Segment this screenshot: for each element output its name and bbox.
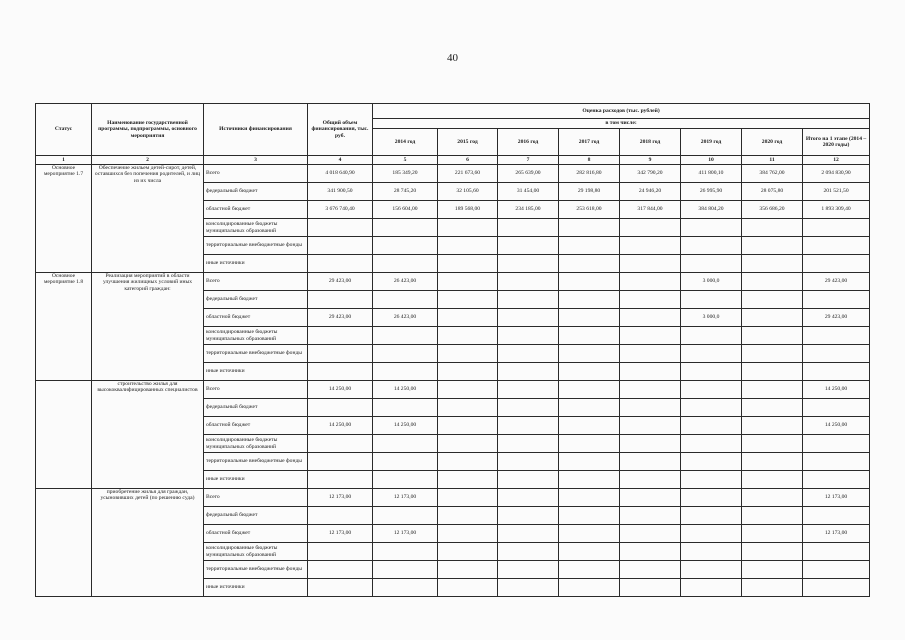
column-number: 10 bbox=[681, 156, 742, 165]
year-value-cell bbox=[742, 525, 803, 543]
year-value-cell bbox=[559, 345, 620, 363]
year-value-cell bbox=[438, 489, 498, 507]
total-value-cell bbox=[308, 291, 373, 309]
table-header bbox=[36, 104, 870, 156]
year-value-cell: 234 185,00 bbox=[498, 201, 559, 219]
stage-total-cell: 2 094 830,90 bbox=[803, 165, 870, 183]
year-value-cell: 189 568,00 bbox=[438, 201, 498, 219]
year-value-cell bbox=[620, 237, 681, 255]
year-value-cell: 156 604,00 bbox=[373, 201, 438, 219]
stage-total-cell: 29 423,00 bbox=[803, 273, 870, 291]
year-value-cell bbox=[438, 291, 498, 309]
year-value-cell bbox=[498, 291, 559, 309]
funding-source-cell: областной бюджет bbox=[204, 417, 308, 435]
year-value-cell: 282 816,80 bbox=[559, 165, 620, 183]
funding-source-cell: Всего bbox=[204, 273, 308, 291]
total-value-cell bbox=[308, 471, 373, 489]
year-value-cell bbox=[373, 255, 438, 273]
column-number: 12 bbox=[803, 156, 870, 165]
year-value-cell bbox=[620, 561, 681, 579]
year-value-cell bbox=[559, 561, 620, 579]
stage-total-cell bbox=[803, 507, 870, 525]
year-value-cell bbox=[559, 525, 620, 543]
year-value-cell: 384 804,20 bbox=[681, 201, 742, 219]
status-cell bbox=[36, 381, 92, 489]
year-value-cell bbox=[438, 399, 498, 417]
year-value-cell bbox=[498, 453, 559, 471]
stage-total-cell: 29 423,00 bbox=[803, 309, 870, 327]
year-value-cell bbox=[498, 417, 559, 435]
funding-source-cell: федеральный бюджет bbox=[204, 507, 308, 525]
funding-source-cell: федеральный бюджет bbox=[204, 399, 308, 417]
year-value-cell: 32 105,60 bbox=[438, 183, 498, 201]
header-year-2014: 2014 год bbox=[373, 129, 438, 156]
funding-source-cell: иные источники bbox=[204, 579, 308, 597]
total-value-cell bbox=[308, 399, 373, 417]
year-value-cell: 317 844,00 bbox=[620, 201, 681, 219]
year-value-cell bbox=[681, 291, 742, 309]
stage-total-cell: 14 250,00 bbox=[803, 381, 870, 399]
total-value-cell bbox=[308, 363, 373, 381]
year-value-cell bbox=[498, 237, 559, 255]
program-name-cell: Обеспечение жильем детей-сирот, детей, оставшихся без попечения родителей, и лиц из их числа bbox=[92, 165, 204, 273]
year-value-cell bbox=[498, 507, 559, 525]
year-value-cell bbox=[742, 489, 803, 507]
year-value-cell: 265 639,00 bbox=[498, 165, 559, 183]
stage-total-cell: 12 173,00 bbox=[803, 489, 870, 507]
table-row bbox=[36, 273, 870, 291]
year-value-cell bbox=[498, 543, 559, 561]
total-value-cell bbox=[308, 543, 373, 561]
funding-source-cell: Всего bbox=[204, 489, 308, 507]
year-value-cell bbox=[620, 417, 681, 435]
year-value-cell bbox=[438, 219, 498, 237]
year-value-cell bbox=[620, 489, 681, 507]
year-value-cell bbox=[559, 543, 620, 561]
stage-total-cell bbox=[803, 399, 870, 417]
column-number: 8 bbox=[559, 156, 620, 165]
year-value-cell bbox=[742, 435, 803, 453]
funding-source-cell: территориальные внебюджетные фонды bbox=[204, 237, 308, 255]
year-value-cell bbox=[559, 399, 620, 417]
table-row bbox=[36, 489, 870, 507]
funding-source-cell: консолидированные бюджеты муниципальных образований bbox=[204, 219, 308, 237]
year-value-cell: 3 000,0 bbox=[681, 309, 742, 327]
header-status: Статус bbox=[36, 104, 92, 156]
year-value-cell bbox=[373, 327, 438, 345]
year-value-cell bbox=[559, 435, 620, 453]
stage-total-cell bbox=[803, 345, 870, 363]
column-number: 3 bbox=[204, 156, 308, 165]
year-value-cell bbox=[498, 219, 559, 237]
year-value-cell bbox=[620, 273, 681, 291]
total-value-cell: 14 250,00 bbox=[308, 417, 373, 435]
year-value-cell bbox=[620, 525, 681, 543]
status-cell bbox=[36, 489, 92, 597]
stage-total-cell bbox=[803, 363, 870, 381]
stage-total-cell bbox=[803, 579, 870, 597]
funding-source-cell: иные источники bbox=[204, 471, 308, 489]
year-value-cell bbox=[742, 327, 803, 345]
total-value-cell bbox=[308, 255, 373, 273]
year-value-cell: 29 198,80 bbox=[559, 183, 620, 201]
year-value-cell bbox=[620, 381, 681, 399]
year-value-cell bbox=[681, 381, 742, 399]
year-value-cell: 14 250,00 bbox=[373, 381, 438, 399]
year-value-cell bbox=[620, 219, 681, 237]
year-value-cell bbox=[373, 363, 438, 381]
year-value-cell bbox=[373, 579, 438, 597]
funding-source-cell: территориальные внебюджетные фонды bbox=[204, 453, 308, 471]
year-value-cell bbox=[620, 435, 681, 453]
year-value-cell: 253 618,00 bbox=[559, 201, 620, 219]
header-year-2017: 2017 год bbox=[559, 129, 620, 156]
year-value-cell bbox=[438, 561, 498, 579]
year-value-cell bbox=[373, 399, 438, 417]
funding-source-cell: федеральный бюджет bbox=[204, 183, 308, 201]
year-value-cell bbox=[742, 381, 803, 399]
year-value-cell bbox=[559, 237, 620, 255]
year-value-cell: 26 423,00 bbox=[373, 309, 438, 327]
year-value-cell bbox=[438, 363, 498, 381]
total-value-cell bbox=[308, 453, 373, 471]
year-value-cell bbox=[620, 507, 681, 525]
total-value-cell bbox=[308, 579, 373, 597]
year-value-cell bbox=[681, 219, 742, 237]
page-number: 40 bbox=[447, 52, 458, 64]
program-name-cell: приобретение жилья для граждан, усыновивших детей (по решению суда) bbox=[92, 489, 204, 597]
year-value-cell bbox=[498, 327, 559, 345]
year-value-cell bbox=[498, 345, 559, 363]
year-value-cell bbox=[438, 309, 498, 327]
year-value-cell bbox=[438, 345, 498, 363]
year-value-cell bbox=[559, 453, 620, 471]
year-value-cell bbox=[681, 543, 742, 561]
year-value-cell: 384 762,00 bbox=[742, 165, 803, 183]
stage-total-cell bbox=[803, 561, 870, 579]
year-value-cell bbox=[681, 525, 742, 543]
funding-source-cell: иные источники bbox=[204, 363, 308, 381]
year-value-cell bbox=[559, 489, 620, 507]
year-value-cell bbox=[681, 345, 742, 363]
year-value-cell bbox=[681, 363, 742, 381]
year-value-cell bbox=[681, 561, 742, 579]
stage-total-cell bbox=[803, 255, 870, 273]
status-cell: Основное мероприятие 1.7 bbox=[36, 165, 92, 273]
year-value-cell bbox=[498, 309, 559, 327]
column-number: 11 bbox=[742, 156, 803, 165]
year-value-cell bbox=[498, 273, 559, 291]
year-value-cell bbox=[373, 291, 438, 309]
year-value-cell bbox=[498, 471, 559, 489]
stage-total-cell bbox=[803, 453, 870, 471]
table-row bbox=[36, 165, 870, 183]
year-value-cell bbox=[438, 525, 498, 543]
funding-source-cell: областной бюджет bbox=[204, 201, 308, 219]
stage-total-cell bbox=[803, 219, 870, 237]
total-value-cell: 29 423,00 bbox=[308, 309, 373, 327]
total-value-cell: 12 173,00 bbox=[308, 489, 373, 507]
year-value-cell bbox=[742, 363, 803, 381]
program-name-cell: строительство жилья для высококвалифицированных специалистов bbox=[92, 381, 204, 489]
year-value-cell bbox=[742, 309, 803, 327]
funding-source-cell: федеральный бюджет bbox=[204, 291, 308, 309]
budget-table bbox=[35, 103, 870, 597]
year-value-cell: 28 075,80 bbox=[742, 183, 803, 201]
header-name: Наименование государственной программы, подпрограммы, основного мероприятия bbox=[92, 104, 204, 156]
total-value-cell bbox=[308, 507, 373, 525]
header-year-2016: 2016 год bbox=[498, 129, 559, 156]
year-value-cell bbox=[438, 453, 498, 471]
table-row bbox=[36, 381, 870, 399]
year-value-cell bbox=[559, 327, 620, 345]
total-value-cell: 341 900,50 bbox=[308, 183, 373, 201]
header-year-2019: 2019 год bbox=[681, 129, 742, 156]
year-value-cell bbox=[742, 219, 803, 237]
year-value-cell bbox=[373, 453, 438, 471]
stage-total-cell bbox=[803, 435, 870, 453]
year-value-cell bbox=[620, 291, 681, 309]
year-value-cell bbox=[438, 327, 498, 345]
year-value-cell bbox=[498, 363, 559, 381]
column-number: 1 bbox=[36, 156, 92, 165]
year-value-cell bbox=[681, 327, 742, 345]
column-number: 6 bbox=[438, 156, 498, 165]
year-value-cell bbox=[742, 291, 803, 309]
year-value-cell bbox=[620, 309, 681, 327]
year-value-cell bbox=[742, 561, 803, 579]
year-value-cell bbox=[559, 579, 620, 597]
year-value-cell: 411 800,10 bbox=[681, 165, 742, 183]
funding-source-cell: иные источники bbox=[204, 255, 308, 273]
year-value-cell bbox=[742, 471, 803, 489]
stage-total-cell bbox=[803, 543, 870, 561]
year-value-cell bbox=[559, 273, 620, 291]
year-value-cell bbox=[559, 507, 620, 525]
year-value-cell bbox=[498, 399, 559, 417]
year-value-cell bbox=[742, 255, 803, 273]
year-value-cell bbox=[620, 579, 681, 597]
year-value-cell bbox=[373, 345, 438, 363]
stage-total-cell bbox=[803, 237, 870, 255]
column-number: 9 bbox=[620, 156, 681, 165]
year-value-cell bbox=[742, 579, 803, 597]
stage-total-cell: 14 250,00 bbox=[803, 417, 870, 435]
year-value-cell bbox=[681, 507, 742, 525]
year-value-cell bbox=[438, 237, 498, 255]
year-value-cell: 342 790,20 bbox=[620, 165, 681, 183]
header-sources: Источники финансирования bbox=[204, 104, 308, 156]
year-value-cell bbox=[620, 255, 681, 273]
program-name-cell: Реализация мероприятий в области улучшения жилищных условий иных категорий граждан: bbox=[92, 273, 204, 381]
year-value-cell bbox=[559, 219, 620, 237]
year-value-cell bbox=[559, 417, 620, 435]
year-value-cell: 12 173,00 bbox=[373, 489, 438, 507]
funding-source-cell: областной бюджет bbox=[204, 309, 308, 327]
year-value-cell bbox=[438, 543, 498, 561]
year-value-cell: 221 673,60 bbox=[438, 165, 498, 183]
year-value-cell bbox=[742, 273, 803, 291]
year-value-cell: 26 995,90 bbox=[681, 183, 742, 201]
year-value-cell bbox=[438, 471, 498, 489]
header-year-2018: 2018 год bbox=[620, 129, 681, 156]
year-value-cell bbox=[438, 273, 498, 291]
header-stage-total: Итого на 1 этапе (2014 – 2020 годы) bbox=[803, 129, 870, 156]
year-value-cell bbox=[438, 507, 498, 525]
year-value-cell bbox=[498, 561, 559, 579]
year-value-cell bbox=[373, 237, 438, 255]
stage-total-cell bbox=[803, 291, 870, 309]
year-value-cell bbox=[373, 471, 438, 489]
header-total: Общий объем финансирования, тыс. руб. bbox=[308, 104, 373, 156]
year-value-cell bbox=[742, 507, 803, 525]
year-value-cell bbox=[438, 579, 498, 597]
funding-source-cell: консолидированные бюджеты муниципальных образований bbox=[204, 435, 308, 453]
stage-total-cell: 1 893 309,40 bbox=[803, 201, 870, 219]
header-including: в том числе: bbox=[373, 119, 870, 129]
total-value-cell: 14 250,00 bbox=[308, 381, 373, 399]
year-value-cell bbox=[681, 471, 742, 489]
year-value-cell bbox=[742, 237, 803, 255]
year-value-cell bbox=[620, 363, 681, 381]
column-number-row bbox=[36, 156, 870, 165]
year-value-cell bbox=[681, 453, 742, 471]
funding-source-cell: консолидированные бюджеты муниципальных образований bbox=[204, 327, 308, 345]
year-value-cell bbox=[559, 291, 620, 309]
year-value-cell bbox=[498, 255, 559, 273]
total-value-cell bbox=[308, 237, 373, 255]
total-value-cell: 4 018 640,90 bbox=[308, 165, 373, 183]
year-value-cell bbox=[681, 399, 742, 417]
year-value-cell bbox=[559, 381, 620, 399]
year-value-cell bbox=[620, 345, 681, 363]
year-value-cell bbox=[373, 507, 438, 525]
stage-total-cell: 12 173,00 bbox=[803, 525, 870, 543]
total-value-cell bbox=[308, 345, 373, 363]
stage-total-cell: 201 521,50 bbox=[803, 183, 870, 201]
total-value-cell: 12 173,00 bbox=[308, 525, 373, 543]
year-value-cell bbox=[498, 525, 559, 543]
funding-source-cell: Всего bbox=[204, 381, 308, 399]
year-value-cell bbox=[438, 435, 498, 453]
year-value-cell bbox=[681, 237, 742, 255]
year-value-cell bbox=[620, 453, 681, 471]
year-value-cell: 356 686,20 bbox=[742, 201, 803, 219]
stage-total-cell bbox=[803, 327, 870, 345]
column-number: 5 bbox=[373, 156, 438, 165]
year-value-cell bbox=[681, 255, 742, 273]
year-value-cell: 185 349,20 bbox=[373, 165, 438, 183]
column-number: 4 bbox=[308, 156, 373, 165]
year-value-cell bbox=[438, 255, 498, 273]
year-value-cell bbox=[620, 327, 681, 345]
year-value-cell bbox=[373, 435, 438, 453]
year-value-cell bbox=[438, 417, 498, 435]
year-value-cell bbox=[559, 309, 620, 327]
total-value-cell bbox=[308, 561, 373, 579]
total-value-cell: 3 676 740,40 bbox=[308, 201, 373, 219]
year-value-cell: 12 173,00 bbox=[373, 525, 438, 543]
status-cell: Основное мероприятие 1.8 bbox=[36, 273, 92, 381]
year-value-cell bbox=[620, 399, 681, 417]
funding-source-cell: территориальные внебюджетные фонды bbox=[204, 345, 308, 363]
year-value-cell bbox=[559, 255, 620, 273]
year-value-cell bbox=[742, 399, 803, 417]
year-value-cell bbox=[620, 543, 681, 561]
year-value-cell bbox=[373, 543, 438, 561]
column-number: 2 bbox=[92, 156, 204, 165]
year-value-cell: 24 946,20 bbox=[620, 183, 681, 201]
year-value-cell bbox=[559, 471, 620, 489]
column-number: 7 bbox=[498, 156, 559, 165]
header-year-2015: 2015 год bbox=[438, 129, 498, 156]
funding-source-cell: территориальные внебюджетные фонды bbox=[204, 561, 308, 579]
year-value-cell bbox=[373, 561, 438, 579]
year-value-cell bbox=[742, 417, 803, 435]
header-estimate: Оценка расходов (тыс. рублей) bbox=[373, 104, 870, 119]
total-value-cell bbox=[308, 219, 373, 237]
year-value-cell bbox=[498, 489, 559, 507]
year-value-cell bbox=[559, 363, 620, 381]
year-value-cell bbox=[438, 381, 498, 399]
stage-total-cell bbox=[803, 471, 870, 489]
table-body bbox=[36, 156, 870, 597]
funding-source-cell: Всего bbox=[204, 165, 308, 183]
year-value-cell bbox=[498, 381, 559, 399]
year-value-cell bbox=[681, 435, 742, 453]
year-value-cell bbox=[498, 435, 559, 453]
year-value-cell bbox=[742, 543, 803, 561]
header-year-2020: 2020 год bbox=[742, 129, 803, 156]
year-value-cell bbox=[742, 453, 803, 471]
year-value-cell bbox=[681, 417, 742, 435]
funding-source-cell: областной бюджет bbox=[204, 525, 308, 543]
total-value-cell bbox=[308, 435, 373, 453]
year-value-cell: 14 250,00 bbox=[373, 417, 438, 435]
year-value-cell bbox=[620, 471, 681, 489]
year-value-cell bbox=[681, 579, 742, 597]
year-value-cell: 26 423,00 bbox=[373, 273, 438, 291]
total-value-cell bbox=[308, 327, 373, 345]
year-value-cell bbox=[681, 489, 742, 507]
year-value-cell bbox=[498, 579, 559, 597]
year-value-cell: 3 000,0 bbox=[681, 273, 742, 291]
funding-source-cell: консолидированные бюджеты муниципальных образований bbox=[204, 543, 308, 561]
year-value-cell bbox=[373, 219, 438, 237]
year-value-cell: 31 454,00 bbox=[498, 183, 559, 201]
year-value-cell bbox=[742, 345, 803, 363]
total-value-cell: 29 423,00 bbox=[308, 273, 373, 291]
year-value-cell: 28 745,20 bbox=[373, 183, 438, 201]
